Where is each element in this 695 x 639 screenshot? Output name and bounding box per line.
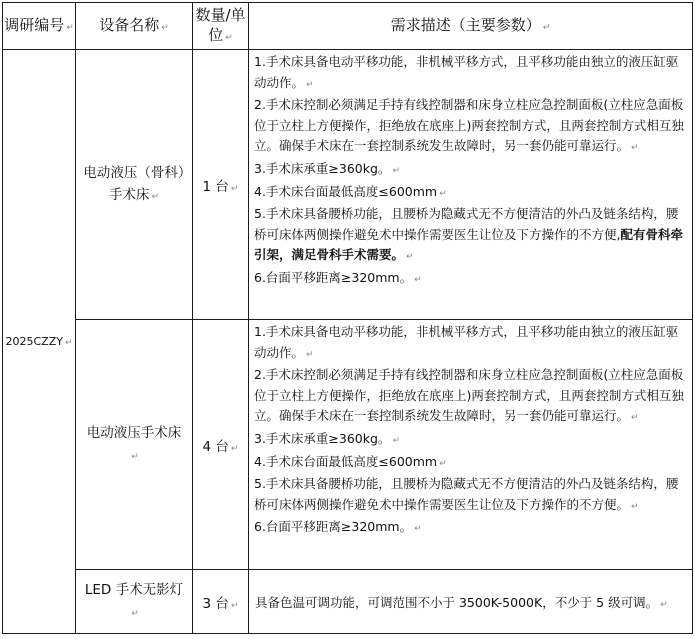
- desc-line: 1.手术床具备电动平移功能，非机械平移方式，且平移功能由独立的液压缸驱动动作。 ↵: [254, 324, 679, 360]
- header-qty: 数量/单位 ↵: [193, 3, 249, 50]
- header-row: [3, 3, 693, 50]
- desc-bold-text: 配有骨科牵引架，满足骨科手术需要。: [254, 226, 683, 263]
- description-cell: [249, 320, 693, 570]
- quantity-cell: 3 台 ↵: [193, 570, 249, 634]
- device-name-cell: LED 手术无影灯↵: [76, 570, 193, 634]
- desc-line: 6.台面平移距离≥320mm。 ↵: [254, 269, 422, 285]
- desc-line: 5.手术床具备腰桥功能，且腰桥为隐藏式无不方便清洁的外凸及链条结构，腰桥可床体两侧操作避免术中操作需要医生让位及下方操作的不方便。 ↵: [254, 476, 679, 512]
- table-row: [3, 50, 693, 320]
- description-cell: 具备色温可调功能，可调范围不小于 3500K-5000K，不少于 5 级可调。 ↵: [249, 570, 693, 634]
- desc-line: 1.手术床具备电动平移功能，非机械平移方式，且平移功能由独立的液压缸驱动动作。 ↵: [254, 54, 679, 90]
- device-name-cell: 电动液压手术床↵: [76, 320, 193, 570]
- table-row: [3, 320, 693, 570]
- desc-line: 3.手术床承重≥360kg。 ↵: [254, 430, 400, 446]
- desc-line: 5.手术床具备腰桥功能，且腰桥为隐藏式无不方便清洁的外凸及链条结构，腰桥可床体两侧操作避免术中操作需要医生让位及下方操作的不方便,配有骨科牵引架，满足骨科手术需要。 ↵: [254, 206, 683, 263]
- header-id: 调研编号 ↵: [3, 3, 76, 50]
- desc-line: 6.台面平移距离≥320mm。 ↵: [254, 519, 422, 535]
- desc-line: 3.手术床承重≥360kg。 ↵: [254, 160, 400, 176]
- quantity-cell: 4 台 ↵: [193, 320, 249, 570]
- description-cell: [249, 50, 693, 320]
- quantity-cell: 1 台 ↵: [193, 50, 249, 320]
- survey-id-cell: 2025CZZY ↵: [3, 50, 76, 634]
- desc-line: 2.手术床控制必须满足手持有线控制器和床身立柱应急控制面板(立柱应急面板位于立柱上方便操作，拒绝放在底座上)两套控制方式，且两套控制方式相互独立。确保手术床在一套控制系统发生故障时，另一套仍能可靠运行。 ↵: [254, 97, 684, 154]
- header-desc: 需求描述（主要参数） ↵: [249, 3, 693, 50]
- table-row: [3, 570, 693, 634]
- desc-line: 2.手术床控制必须满足手持有线控制器和床身立柱应急控制面板(立柱应急面板位于立柱上方便操作，拒绝放在底座上)两套控制方式，且两套控制方式相互独立。确保手术床在一套控制系统发生故障时，另一套仍能可靠运行。 ↵: [254, 367, 684, 424]
- device-name-cell: 电动液压（骨科）手术床 ↵: [76, 50, 193, 320]
- desc-line: 4.手术床台面最低高度≤600mm ↵: [254, 453, 447, 469]
- desc-line: 4.手术床台面最低高度≤600mm ↵: [254, 183, 447, 199]
- requirements-table: [2, 2, 693, 634]
- header-name: 设备名称 ↵: [76, 3, 193, 50]
